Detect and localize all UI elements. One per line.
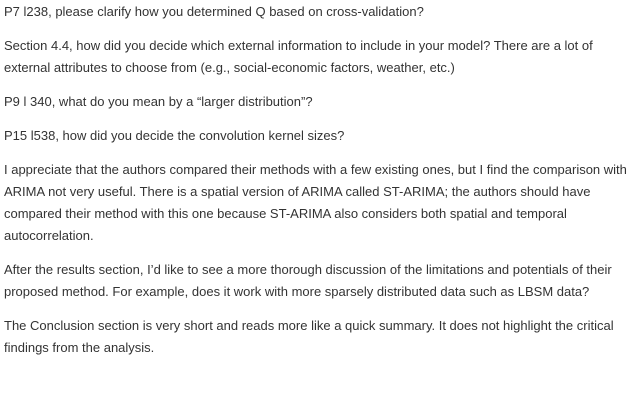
- comment-conclusion-section: The Conclusion section is very short and reads more like a quick summary. It does not highlight the critical findings from the analysis.: [4, 318, 614, 355]
- comment-p7-cross-validation: P7 l238, please clarify how you determined Q based on cross-validation?: [4, 4, 424, 19]
- comment-arima-comparison: I appreciate that the authors compared their methods with a few existing ones, but I find the comparison with ARIMA not very useful. There is a spatial version of ARIMA called ST-ARIMA; the authors should have compared their method with this one because ST-ARIMA also considers both spatial and temporal autocorrelation.: [4, 162, 627, 243]
- comment-p15-kernel-sizes: P15 l538, how did you decide the convolution kernel sizes?: [4, 128, 345, 143]
- comment-section-4-4-external-info: Section 4.4, how did you decide which external information to include in your model? There are a lot of external attributes to choose from (e.g., social-economic factors, weather, etc.): [4, 38, 593, 75]
- comment-limitations-discussion: After the results section, I’d like to see a more thorough discussion of the limitations and potentials of their proposed method. For example, does it work with more sparsely distributed data such as LBSM data?: [4, 262, 612, 299]
- comment-p9-larger-distribution: P9 l 340, what do you mean by a “larger distribution”?: [4, 94, 313, 109]
